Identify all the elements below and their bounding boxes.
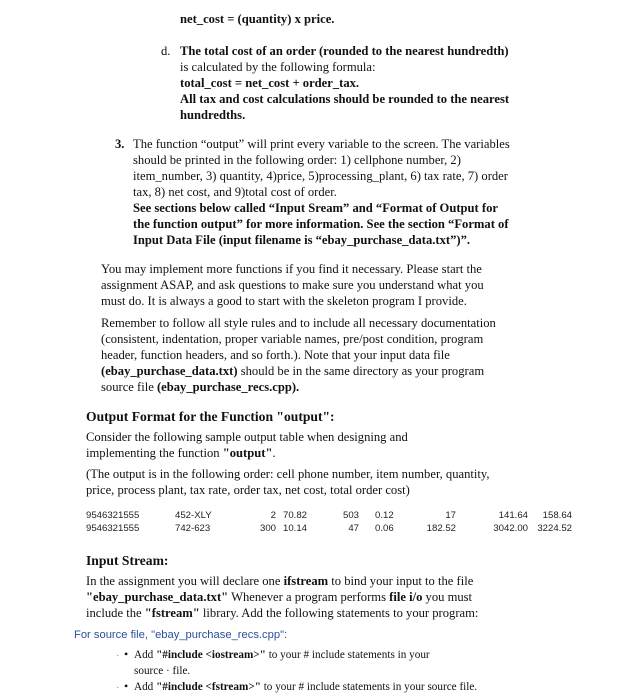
para2-line [101, 364, 484, 379]
cell-net-cost: 141.64 [498, 510, 528, 521]
cell-tax-rate: 0.12 [375, 510, 394, 521]
item-3-line: should be printed in the following order: 1) cellphone number, 2) [133, 153, 461, 167]
file-io-term: file i/o [389, 590, 423, 604]
item-3-bold-line: Input Data File (input filename is “ebay_purchase_data.txt”)”. [133, 233, 471, 247]
output-format-line: Consider the following sample output table when designing and [86, 430, 408, 444]
item-3-line: item_number, 3) quantity, 4)price, 5)processing_plant, 6) tax rate, 7) order [133, 169, 508, 183]
item-3-line: tax, 8) net cost, and 9)total cost of order. [133, 185, 337, 199]
total-cost-formula: total_cost = net_cost + order_tax. [180, 76, 360, 90]
output-format-line: price, process plant, tax rate, order tax, net cost, total order cost) [86, 483, 410, 497]
cell-item: 742-623 [175, 523, 211, 534]
bullet-text: Add [134, 649, 157, 661]
data-filename: (ebay_purchase_data.txt) [101, 364, 238, 378]
item-d-heading: The total cost of an order (rounded to the nearest hundredth) [180, 44, 509, 58]
bullet-text: to your # include statements in your [265, 649, 430, 661]
para2-text: source file [101, 380, 157, 394]
output-format-line [86, 446, 276, 461]
ifstream-keyword: ifstream [283, 574, 329, 588]
bullet-dot-faint: · [116, 649, 120, 661]
para2-text: should be in the same directory as your program [237, 364, 485, 378]
cell-order-tax: 182.52 [426, 523, 456, 534]
fstream-library: "fstream" [144, 606, 200, 620]
include-iostream-cont: source · file. [134, 665, 191, 677]
bullet-text: to your # include statements in your source file. [260, 681, 478, 693]
para2-line: Remember to follow all style rules and to include all necessary documentation [101, 316, 496, 330]
cell-tax-rate: 0.06 [375, 523, 394, 534]
cell-price: 10.14 [283, 523, 308, 534]
item-3-bold-line: the function output” for more information. See the section “Format of [133, 217, 509, 231]
output-format-heading: Output Format for the Function "output": [86, 409, 335, 424]
para2-line [101, 380, 299, 395]
item-3-bold-line: See sections below called “Input Sream” and “Format of Output for [133, 201, 498, 215]
cell-item: 452-XLY [175, 510, 212, 521]
cell-order-tax: 17 [445, 510, 456, 521]
para1-line: You may implement more functions if you find it necessary. Please start the [101, 262, 482, 276]
cell-phone: 9546321555 [86, 523, 140, 534]
cell-quantity: 300 [259, 523, 276, 534]
output-format-line: (The output is in the following order: cell phone number, item number, quantity, [86, 467, 490, 481]
input-stream-text: Whenever a program performs [228, 590, 390, 604]
function-name: "output" [222, 446, 273, 460]
para1-line: assignment ASAP, and ask questions to make sure you understand what you [101, 278, 484, 292]
include-iostream-item [134, 648, 430, 663]
input-stream-text: In the assignment you will declare one [86, 574, 284, 588]
cell-phone: 9546321555 [86, 510, 140, 521]
input-stream-line [86, 606, 478, 621]
include-iostream: "#include <iostream>" [156, 649, 266, 661]
rounding-note-2: hundredths. [180, 108, 246, 122]
item-3-line: The function “output” will print every variable to the screen. The variables [133, 137, 510, 151]
cell-plant: 47 [348, 523, 359, 534]
output-format-text: . [272, 446, 276, 460]
input-stream-text: include the [86, 606, 145, 620]
input-stream-line [86, 590, 472, 605]
source-file-label: For source file, "ebay_purchase_recs.cpp": [74, 629, 288, 641]
cell-plant: 503 [342, 510, 359, 521]
cell-price: 70.82 [283, 510, 308, 521]
para2-line: header, function headers, and so forth.). Note that your input data file [101, 348, 450, 362]
para2-line: (consistent, indentation, proper variable names, pre/post condition, program [101, 332, 484, 346]
cell-total-cost: 3224.52 [537, 523, 572, 534]
input-stream-text: library. Add the following statements to your program: [199, 606, 479, 620]
output-format-text: implementing the function [86, 446, 223, 460]
input-stream-line [86, 574, 473, 589]
para1-line: must do. It is always a good to start with the skeleton program I provide. [101, 294, 467, 308]
include-fstream-item [134, 680, 477, 695]
bullet-icon: • [124, 647, 129, 661]
bullet-icon: • [124, 679, 129, 693]
input-stream-text: to bind your input to the file [328, 574, 474, 588]
bullet-dot-faint: · [116, 681, 120, 693]
input-stream-heading: Input Stream: [86, 553, 169, 568]
data-filename: "ebay_purchase_data.txt" [86, 590, 229, 604]
cell-total-cost: 158.64 [542, 510, 572, 521]
cell-quantity: 2 [270, 510, 276, 521]
source-filename: (ebay_purchase_recs.cpp). [156, 380, 300, 394]
include-fstream: "#include <fstream>" [156, 681, 261, 693]
input-stream-text: you must [422, 590, 473, 604]
bullet-text: Add [134, 681, 157, 693]
cell-net-cost: 3042.00 [493, 523, 528, 534]
item-d-line2: is calculated by the following formula: [180, 60, 376, 74]
item-3-marker: 3. [115, 137, 125, 151]
net-cost-formula: net_cost = (quantity) x price. [180, 12, 335, 26]
rounding-note-1: All tax and cost calculations should be rounded to the nearest [180, 92, 510, 106]
item-d-marker: d. [161, 44, 171, 58]
